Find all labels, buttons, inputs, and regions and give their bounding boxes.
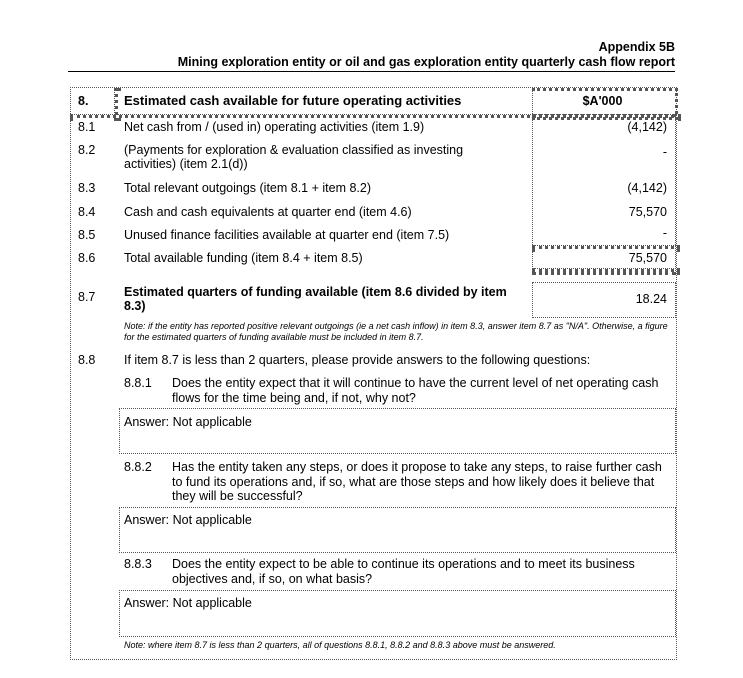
currency-header: $A'000 — [582, 94, 623, 108]
report-title: Mining exploration entity or oil and gas exploration entity quarterly cash flow report — [177, 55, 675, 69]
question-text: Has the entity taken any steps, or does it propose to take any steps, to raise further cash to fund its operations and, if so, what are those steps and how likely does it believe that they will be successful? — [172, 460, 662, 503]
row-number: 8.1 — [78, 120, 96, 134]
row-value: 75,570 — [628, 205, 667, 219]
question-number: 8.8.1 — [124, 376, 152, 390]
item-8-7-value: 18.24 — [635, 292, 667, 306]
row-value: - — [662, 226, 667, 240]
row-number: 8.2 — [78, 143, 96, 157]
value-column-bottom — [532, 268, 680, 272]
appendix-label: Appendix 5B — [598, 40, 675, 54]
answer-text: Answer: Not applicable — [124, 596, 252, 610]
header-rule — [68, 71, 675, 72]
answer-text: Answer: Not applicable — [124, 513, 252, 527]
row-number: 8.4 — [78, 205, 96, 219]
section-title: Estimated cash available for future operating activities — [124, 93, 462, 108]
question-number: 8.8.3 — [124, 557, 152, 571]
row-label: (Payments for exploration & evaluation classified as investing activities) (item 2.1(d)) — [124, 143, 464, 171]
row-value: (4,142) — [627, 181, 667, 195]
section-number: 8. — [78, 94, 89, 108]
question-number: 8.8.2 — [124, 460, 152, 474]
row-value: (4,142) — [627, 120, 667, 134]
row-label: Total relevant outgoings (item 8.1 + item 8.2) — [124, 181, 372, 195]
question-text: Does the entity expect that it will continue to have the current level of net operating cash flows for the time being and, if not, why not? — [172, 376, 659, 405]
row-value: - — [662, 145, 667, 159]
row-label: Total available funding (item 8.4 + item 8.5) — [124, 251, 363, 265]
row-value: 75,570 — [628, 251, 667, 265]
row-number: 8.5 — [78, 228, 96, 242]
row-label: Unused finance facilities available at quarter end (item 7.5) — [124, 228, 450, 242]
total-rule — [532, 245, 680, 249]
item-8-7-note: Note: if the entity has reported positive relevant outgoings (ie a net cash inflow) in item 8.3, answer item 8.7 as "N/A". Otherwise, a figure for the estimated quarters of funding available must be included in item 8.7. — [124, 321, 668, 342]
item-8-7-number: 8.7 — [78, 290, 96, 304]
item-8-7-label: Estimated quarters of funding available (item 8.6 divided by item 8.3) — [124, 285, 507, 313]
answer-text: Answer: Not applicable — [124, 415, 252, 429]
row-number: 8.3 — [78, 181, 96, 195]
question-text: Does the entity expect to be able to continue its operations and to meet its business objectives and, if so, on what basis? — [172, 557, 635, 586]
row-label: Net cash from / (used in) operating activities (item 1.9) — [124, 120, 425, 134]
number-column-rule — [114, 88, 118, 121]
row-label: Cash and cash equivalents at quarter end (item 4.6) — [124, 205, 412, 219]
item-8-8-note: Note: where item 8.7 is less than 2 quarters, all of questions 8.8.1, 8.8.2 and 8.8.3 above must be answered. — [124, 640, 556, 650]
row-number: 8.6 — [78, 251, 96, 265]
item-8-8-intro: If item 8.7 is less than 2 quarters, please provide answers to the following questions: — [124, 353, 591, 367]
item-8-8-number: 8.8 — [78, 353, 96, 367]
